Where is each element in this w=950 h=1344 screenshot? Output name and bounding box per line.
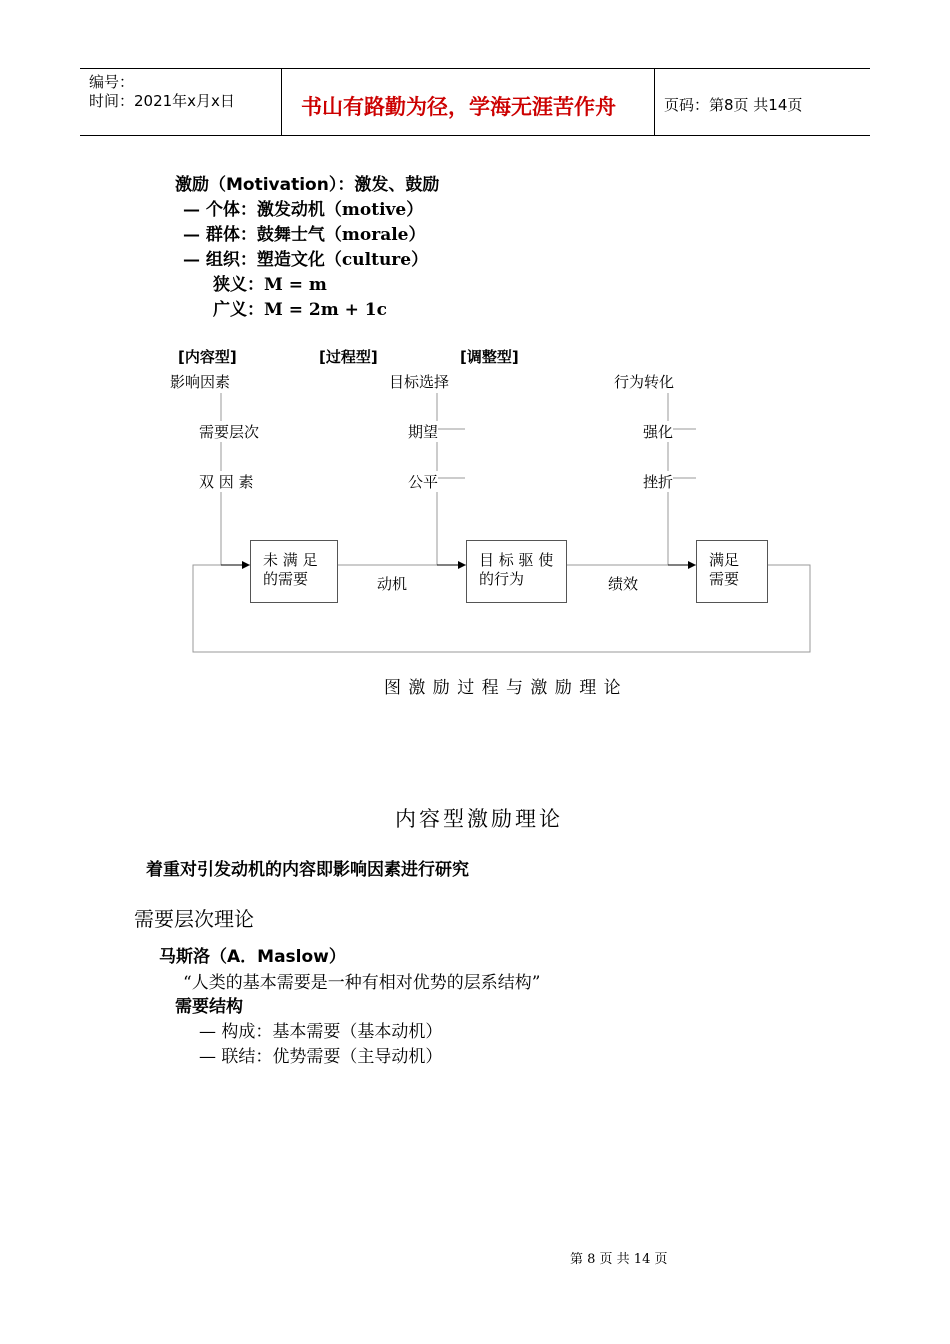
intro-line-individual: — 个体：激发动机（motive） xyxy=(183,200,424,220)
section-subtitle: 着重对引发动机的内容即影响因素进行研究 xyxy=(146,860,469,880)
header-motto: 书山有路勤为径，学海无涯苦作舟 xyxy=(301,95,616,119)
footer-page-number: 第 8 页 共 14 页 xyxy=(570,1252,668,1267)
col3-title: 行为转化 xyxy=(614,373,675,391)
col1-item-hierarchy: 需要层次 xyxy=(199,423,260,441)
header-bottom-rule xyxy=(80,135,870,136)
category-adjust: [调整型] xyxy=(460,348,519,366)
subsection-title: 需要层次理论 xyxy=(134,907,254,931)
intro-line-group: — 群体：鼓舞士气（morale） xyxy=(183,225,426,245)
structure-heading: 需要结构 xyxy=(175,997,243,1017)
category-process: [过程型] xyxy=(319,348,378,366)
intro-narrow-formula: 狭义：M = m xyxy=(213,275,327,295)
box-goal-behavior xyxy=(466,540,567,603)
intro-line-org: — 组织：塑造文化（culture） xyxy=(183,250,429,270)
box-unmet-needs-line1: 未 满 足 xyxy=(263,551,318,569)
header-top-rule xyxy=(80,68,870,69)
col2-title: 目标选择 xyxy=(389,373,450,391)
box-goal-behavior-line1: 目 标 驱 使 xyxy=(479,551,554,569)
box-needs-satisfied xyxy=(696,540,768,603)
header-page-info: 页码：第8页 共14页 xyxy=(664,96,803,114)
figure-caption: 图 激 励 过 程 与 激 励 理 论 xyxy=(384,678,622,698)
author-line: 马斯洛（A．Maslow） xyxy=(159,947,346,967)
header-divider-right xyxy=(654,69,655,136)
arrow-label-motivation: 动机 xyxy=(377,575,408,593)
section-title: 内容型激励理论 xyxy=(395,807,563,831)
box-needs-satisfied-line1: 满足 xyxy=(709,551,740,569)
intro-broad-formula: 广义：M = 2m + 1c xyxy=(213,300,387,320)
structure-item-linkage: — 联结：优势需要（主导动机） xyxy=(199,1047,443,1067)
col3-item-reinforcement: 强化 xyxy=(643,423,674,441)
category-content: [内容型] xyxy=(178,348,237,366)
col2-item-equity: 公平 xyxy=(408,473,439,491)
col1-item-two-factor: 双 因 素 xyxy=(199,473,254,491)
structure-item-composition: — 构成：基本需要（基本动机） xyxy=(199,1022,443,1042)
col1-title: 影响因素 xyxy=(170,373,231,391)
arrow-label-performance: 绩效 xyxy=(608,575,639,593)
box-goal-behavior-line2: 的行为 xyxy=(479,570,525,588)
maslow-quote: “人类的基本需要是一种有相对优势的层系结构” xyxy=(183,973,541,993)
header-divider-left xyxy=(281,69,282,136)
header-time-label: 时间：2021年x月x日 xyxy=(89,92,235,110)
box-unmet-needs-line2: 的需要 xyxy=(263,570,309,588)
box-unmet-needs xyxy=(250,540,338,603)
intro-heading: 激励（Motivation）：激发、鼓励 xyxy=(175,175,440,195)
col2-item-expectancy: 期望 xyxy=(408,423,439,441)
col3-item-frustration: 挫折 xyxy=(643,473,674,491)
box-needs-satisfied-line2: 需要 xyxy=(709,570,740,588)
header-number-label: 编号： xyxy=(89,73,135,91)
